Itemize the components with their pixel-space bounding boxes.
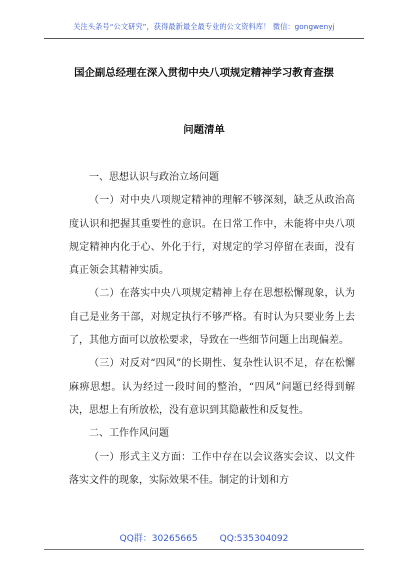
document-title: 国企副总经理在深入贯彻中央八项规定精神学习教育查摆 xyxy=(74,67,334,79)
header-divider xyxy=(44,38,364,39)
footer-qq-group: QQ群：30265665 xyxy=(119,534,198,544)
section-heading: 二、工作作风问题 xyxy=(89,428,169,440)
document-body xyxy=(69,166,355,492)
paragraph: （一）对中央八项规定精神的理解不够深刻，缺乏从政治高度认识和把握其重要性的意识。在日常工作中，未能将中央八项规定精神内化于心、外化于行，对规定的学习停留在表面，没有真正领会其精神实质。 xyxy=(69,195,355,277)
footer-qq-number: QQ:535304092 xyxy=(219,534,289,544)
footer-contact xyxy=(0,533,408,545)
document-subtitle: 问题清单 xyxy=(183,124,225,136)
header-banner: 关注头条号“公文研究”，获得最新最全最专业的公文资料库！ 微信：gongwenyj xyxy=(73,22,335,31)
paragraph: （一）形式主义方面：工作中存在以会议落实会议、以文件落实文件的现象，实际效果不佳。制定的计划和方 xyxy=(69,451,355,486)
paragraph: （二）在落实中央八项规定精神上存在思想松懈现象，认为自己是业务干部，对规定执行不够严格。有时认为只要业务上去了，其他方面可以放松要求，导致在一些细节问题上出现偏差。 xyxy=(69,288,355,347)
footer-divider xyxy=(44,549,364,550)
paragraph: （三）对反对“四风”的长期性、复杂性认识不足，存在松懈麻痹思想。认为经过一段时间的整治，“四风”问题已经得到解决，思想上有所放松，没有意识到其隐蔽性和反复性。 xyxy=(69,358,355,416)
section-heading: 一、思想认识与政治立场问题 xyxy=(89,172,219,183)
